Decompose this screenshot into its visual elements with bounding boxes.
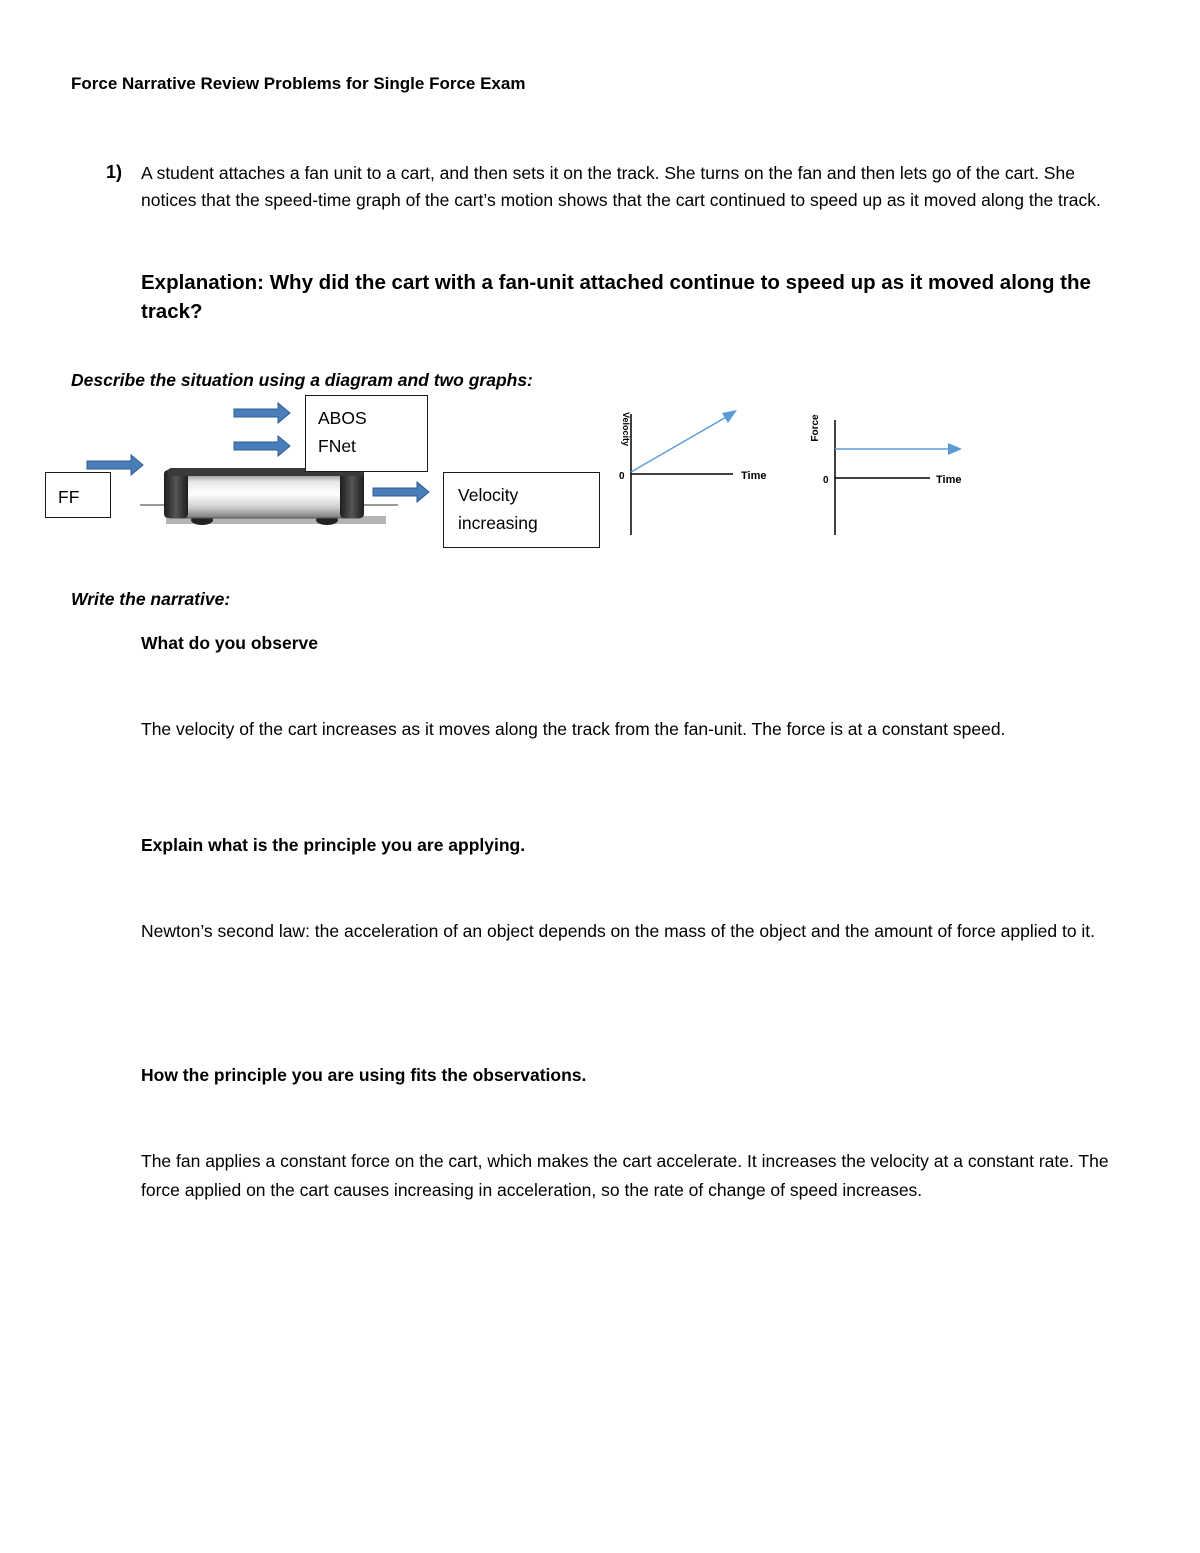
narrative-heading: Write the narrative: <box>71 589 231 609</box>
f-graph-x-label: Time <box>936 474 962 486</box>
ff-label: FF <box>58 487 80 507</box>
v-graph-y-label: Velocity <box>621 412 631 447</box>
describe-heading: Describe the situation using a diagram and two graphs: <box>71 370 533 390</box>
abos-fnet-box <box>305 395 428 472</box>
cart-body <box>170 474 360 518</box>
velocity-box <box>443 472 600 548</box>
fnet-label: FNet <box>318 436 356 456</box>
abos-label: ABOS <box>318 408 367 428</box>
question-number: 1) <box>106 162 123 182</box>
observe-heading: What do you observe <box>141 633 318 653</box>
force-time-graph <box>805 400 995 540</box>
arrow-velocity <box>373 482 429 502</box>
explanation-prompt: Explanation: Why did the cart with a fan-unit attached continue to speed up as it moved along the track? <box>141 271 1091 323</box>
fit-body: The fan applies a constant force on the cart, which makes the cart accelerate. It increases the velocity at a constant rate. The force applied on the cart causes increasing in acceleration, so the rate of change of speed increases. <box>141 1151 1109 1200</box>
principle-body: Newton’s second law: the acceleration of an object depends on the mass of the object and the amount of force applied to it. <box>141 921 1096 941</box>
observe-body: The velocity of the cart increases as it moves along the track from the fan-unit. The force is at a constant speed. <box>141 719 1006 739</box>
v-graph-x-label: Time <box>741 470 767 482</box>
v-graph-arrowhead <box>722 410 737 423</box>
cart-cap-left <box>164 470 188 518</box>
velocity-label-line1: Velocity <box>458 485 519 505</box>
v-graph-origin: 0 <box>619 471 625 482</box>
velocity-label-line2: increasing <box>458 513 538 533</box>
question-text: A student attaches a fan unit to a cart, and then sets it on the track. She turns on the fan and then lets go of the cart. She notices that the speed-time graph of the cart’s motion shows that the cart continued to speed up as it moved along the track. <box>141 163 1101 210</box>
document-title: Force Narrative Review Problems for Single Force Exam <box>71 74 526 93</box>
principle-heading: Explain what is the principle you are applying. <box>141 835 526 855</box>
arrow-fnet <box>234 436 290 456</box>
velocity-time-graph <box>600 400 790 540</box>
ff-label-box <box>45 472 111 518</box>
f-graph-arrowhead <box>948 443 962 455</box>
v-graph-line <box>631 416 728 472</box>
f-graph-origin: 0 <box>823 475 829 486</box>
fit-heading: How the principle you are using fits the observations. <box>141 1065 587 1085</box>
f-graph-y-label: Force <box>810 414 821 442</box>
cart-cap-right <box>340 470 364 518</box>
arrow-abos <box>234 403 290 423</box>
